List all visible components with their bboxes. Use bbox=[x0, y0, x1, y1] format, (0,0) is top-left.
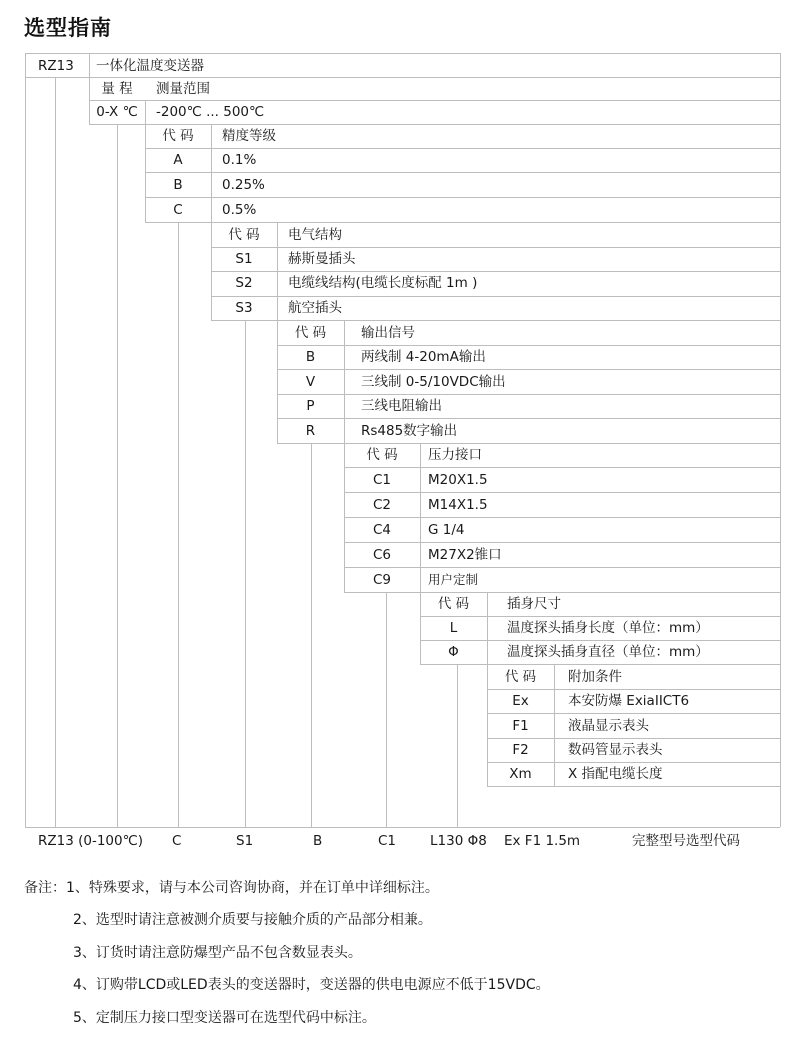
pressure-head-code: 代 码 bbox=[366, 447, 398, 463]
probe-desc: 温度探头插身长度（单位：mm） bbox=[507, 620, 709, 636]
extra-head-desc: 附加条件 bbox=[568, 669, 622, 685]
range-desc: -200℃ ... 500℃ bbox=[156, 104, 265, 120]
output-desc: 三线制 0-5/10VDC输出 bbox=[361, 374, 506, 390]
precision-head-code: 代 码 bbox=[162, 128, 194, 144]
range-head-desc: 测量范围 bbox=[156, 81, 210, 97]
footer-electrical: S1 bbox=[236, 833, 254, 849]
pressure-desc: M14X1.5 bbox=[428, 497, 488, 513]
rule bbox=[211, 320, 780, 321]
extra-desc: X 指配电缆长度 bbox=[568, 766, 663, 782]
electrical-desc: 航空插头 bbox=[288, 300, 342, 316]
extra-code: Xm bbox=[509, 766, 532, 782]
rule bbox=[420, 664, 780, 665]
note-1: 备注：1、特殊要求，请与本公司咨询协商，并在订单中详细标注。 bbox=[24, 880, 439, 896]
output-code: P bbox=[306, 398, 315, 414]
precision-desc: 0.25% bbox=[222, 177, 265, 193]
output-head-code: 代 码 bbox=[294, 325, 327, 341]
range-head-code: 量 程 bbox=[101, 81, 133, 97]
rule bbox=[457, 664, 458, 827]
rule bbox=[311, 443, 312, 827]
pressure-code: C1 bbox=[372, 472, 391, 488]
rule bbox=[277, 369, 780, 370]
pressure-desc: G 1/4 bbox=[428, 522, 465, 538]
footer-label: 完整型号选型代码 bbox=[632, 833, 740, 849]
pressure-desc: 用户定制 bbox=[428, 572, 479, 587]
electrical-code: S1 bbox=[235, 251, 253, 267]
output-desc: 两线制 4-20mA输出 bbox=[361, 349, 486, 365]
rule bbox=[344, 542, 780, 543]
precision-code: A bbox=[173, 152, 183, 168]
extra-head-code: 代 码 bbox=[504, 669, 537, 685]
footer-probe: L130 Φ8 bbox=[430, 833, 487, 849]
rule bbox=[145, 100, 146, 124]
output-code: R bbox=[305, 423, 316, 439]
precision-desc: 0.1% bbox=[222, 152, 257, 168]
rule bbox=[277, 394, 780, 395]
precision-code: C bbox=[173, 202, 183, 218]
probe-code: L bbox=[449, 620, 458, 636]
output-code: V bbox=[305, 374, 316, 390]
footer-pressure: C1 bbox=[378, 833, 397, 849]
rule bbox=[487, 713, 780, 714]
rule bbox=[780, 53, 781, 827]
model-code: RZ13 bbox=[38, 58, 74, 74]
probe-head-code: 代 码 bbox=[437, 596, 470, 612]
probe-desc: 温度探头插身直径（单位：mm） bbox=[507, 644, 709, 660]
output-desc: Rs485数字输出 bbox=[361, 423, 458, 439]
rule bbox=[145, 172, 780, 173]
pressure-code: C4 bbox=[372, 522, 391, 538]
rule bbox=[487, 786, 780, 787]
electrical-code: S2 bbox=[235, 275, 253, 291]
rule bbox=[245, 320, 246, 827]
rule bbox=[178, 222, 179, 827]
page-title: 选型指南 bbox=[24, 16, 112, 40]
rule bbox=[25, 53, 26, 827]
pressure-code: C2 bbox=[372, 497, 391, 513]
rule bbox=[145, 197, 780, 198]
precision-head-desc: 精度等级 bbox=[222, 128, 276, 144]
extra-desc: 本安防爆 ExiaIICT6 bbox=[568, 693, 690, 709]
rule bbox=[145, 222, 780, 223]
note-2: 2、选型时请注意被测介质要与接触介质的产品部分相兼。 bbox=[73, 912, 432, 928]
footer-output: B bbox=[313, 833, 323, 849]
footer-precision: C bbox=[172, 833, 182, 849]
electrical-code: S3 bbox=[235, 300, 253, 316]
rule bbox=[277, 345, 780, 346]
extra-code: F2 bbox=[512, 742, 529, 758]
precision-code: B bbox=[173, 177, 183, 193]
rule bbox=[117, 124, 118, 827]
product-name: 一体化温度变送器 bbox=[96, 58, 204, 74]
note-4: 4、订购带LCD或LED表头的变送器时，变送器的供电电源应不低于15VDC。 bbox=[73, 977, 550, 993]
rule bbox=[25, 827, 780, 828]
probe-head-desc: 插身尺寸 bbox=[507, 596, 561, 612]
note-5: 5、定制压力接口型变送器可在选型代码中标注。 bbox=[73, 1010, 376, 1026]
pressure-code: C9 bbox=[372, 572, 391, 588]
rule bbox=[344, 567, 780, 568]
electrical-head-code: 代 码 bbox=[228, 227, 260, 243]
note-3: 3、订货时请注意防爆型产品不包含数显表头。 bbox=[73, 945, 362, 961]
pressure-code: C6 bbox=[372, 547, 391, 563]
output-head-desc: 输出信号 bbox=[361, 325, 415, 341]
rule bbox=[277, 418, 780, 419]
rule bbox=[344, 467, 780, 468]
extra-desc: 数码管显示表头 bbox=[568, 742, 663, 758]
output-desc: 三线电阻输出 bbox=[361, 398, 442, 414]
pressure-desc: M20X1.5 bbox=[428, 472, 488, 488]
electrical-desc: 赫斯曼插头 bbox=[288, 251, 356, 267]
extra-code: F1 bbox=[512, 718, 529, 734]
extra-code: Ex bbox=[512, 693, 529, 709]
pressure-desc: M27X2锥口 bbox=[428, 547, 502, 563]
footer-extra: Ex F1 1.5m bbox=[504, 833, 581, 849]
rule bbox=[344, 517, 780, 518]
rule bbox=[386, 592, 387, 827]
rule bbox=[554, 664, 555, 786]
footer-model: RZ13 (0-100℃) bbox=[38, 833, 144, 849]
rule bbox=[25, 53, 780, 54]
output-code: B bbox=[305, 349, 316, 365]
rule bbox=[344, 592, 780, 593]
probe-code: Φ bbox=[448, 644, 459, 660]
precision-desc: 0.5% bbox=[222, 202, 257, 218]
extra-desc: 液晶显示表头 bbox=[568, 718, 649, 734]
electrical-head-desc: 电气结构 bbox=[288, 227, 342, 243]
range-code: 0-X ℃ bbox=[96, 104, 138, 120]
rule bbox=[55, 77, 56, 827]
pressure-head-desc: 压力接口 bbox=[428, 447, 482, 463]
electrical-desc: 电缆线结构(电缆长度标配 1m ) bbox=[288, 275, 478, 291]
rule bbox=[344, 492, 780, 493]
